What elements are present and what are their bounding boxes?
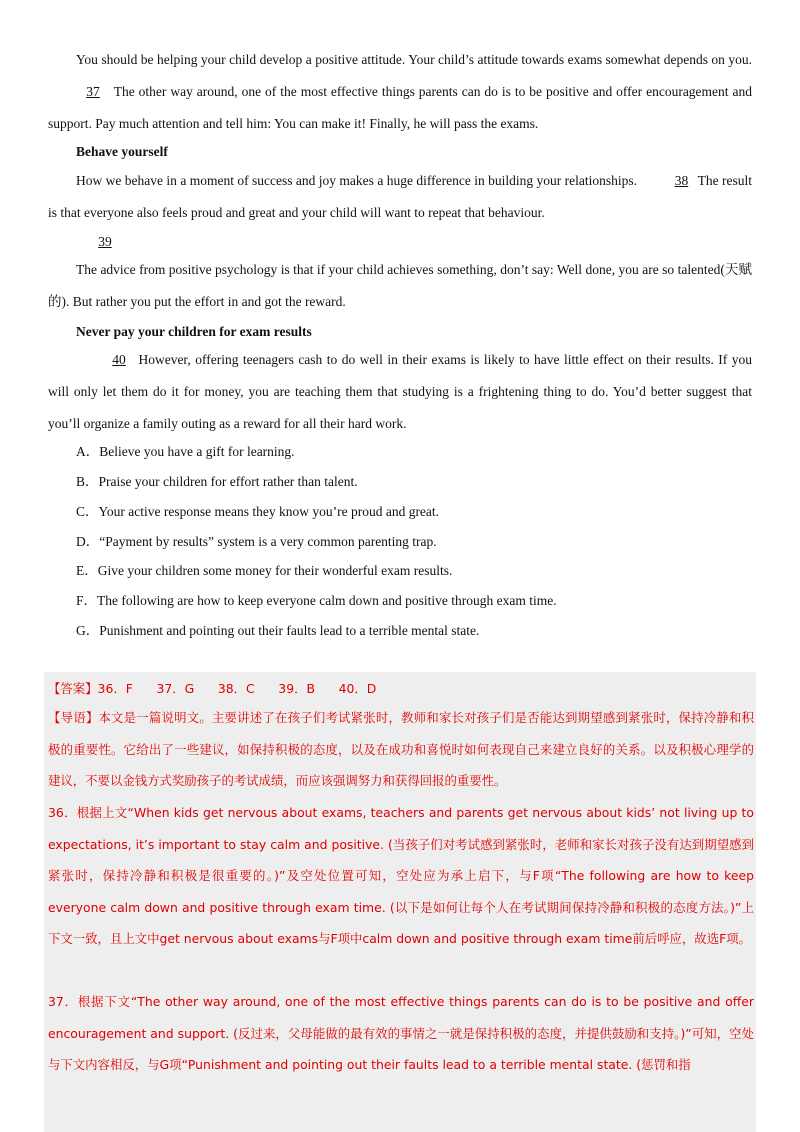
paragraph-text: The result is that everyone also feels proud and great and your child will want to repeat that behaviour.	[48, 173, 752, 220]
paragraph-text: However, offering teenagers cash to do well in their exams is likely to have little effect on their results. If you will only let them do it for money, you are teaching them that studying is a frightening thing to do. You’d better suggest that you’ll organize a family outing as a reward for all their hard work.	[48, 352, 752, 431]
option-e: E．Give your children some money for their wonderful exam results.	[76, 563, 453, 578]
paragraph-40	[48, 344, 752, 440]
blank-40: 40	[112, 352, 126, 367]
paragraph-39: The advice from positive psychology is that if your child achieves something, don’t say: Well done, you are so talented(天赋的). But rather you put the effort in and got the reward.	[48, 262, 752, 309]
option-b: B．Praise your children for effort rather than talent.	[76, 474, 358, 489]
guide-paragraph: 【导语】本文是一篇说明文。主要讲述了在孩子们考试紧张时，教师和家长对孩子们是否能达到期望感到紧张时，保持冷静和积极的重要性。它给出了一些建议，如保持积极的态度，以及在成功和喜悦时如何表现自己来建立良好的关系。以及积极心理学的建议，不要以金钱方式奖励孩子的考试成绩，而应该强调努力和获得回报的重要性。	[48, 710, 754, 788]
section-heading-never-pay: Never pay your children for exam results	[76, 324, 312, 339]
blank-39: 39	[98, 234, 112, 249]
section-heading-behave: Behave yourself	[76, 144, 168, 159]
option-c: C．Your active response means they know you’re proud and great.	[76, 504, 440, 519]
paragraph-text: The other way around, one of the most effective things parents can do is to be positive and offer encouragement and support. Pay much attention and tell him: You can make it! Finally, he will pass the exams.	[48, 84, 752, 131]
paragraph-text: How we behave in a moment of success and joy makes a huge difference in building your relationships.	[76, 173, 641, 188]
option-a: A．Believe you have a gift for learning.	[76, 444, 295, 459]
option-f: F．The following are how to keep everyone calm down and positive through exam time.	[76, 593, 557, 608]
blank-39-line	[84, 232, 788, 252]
option-g: G．Punishment and pointing out their faults lead to a terrible mental state.	[76, 623, 480, 638]
explanation-36: 36．根据上文“When kids get nervous about exams, teachers and parents get nervous about kids’ not living up to expectations, it’s important to stay calm and positive. (当孩子们对考试感到紧张时，老师和家长对孩子没有达到期望感到紧张时，保持冷静和积极是很重要的。)”及空处位置可知，空处应为承上启下，与F项“The following are how to keep everyone calm down and positive through exam time. (以下是如何让每个人在考试期间保持冷静和积极的态度方法。)”上下文一致，且上文中get nervous about exams与F项中calm down and positive through exam time前后呼应，故选F项。	[48, 805, 754, 946]
paragraph-37	[48, 44, 752, 140]
blank-38: 38	[674, 173, 689, 188]
paragraph-text: You should be helping your child develop a positive attitude. Your child’s attitude towards exams somewhat depends on you.	[76, 52, 752, 67]
explanation-37: 37．根据下文“The other way around, one of the most effective things parents can do is to be positive and offer encouragement and support. (反过来，父母能做的最有效的事情之一就是保持积极的态度，并提供鼓励和支持。)”可知，空处与下文内容相反，与G项“Punishment and pointing out their faults lead to a terrible mental state. (惩罚和指	[48, 994, 754, 1072]
option-d: D．“Payment by results” system is a very common parenting trap.	[76, 534, 437, 549]
paragraph-38	[48, 165, 752, 229]
answer-key: 【答案】36．F 37．G 38．C 39．B 40．D	[48, 681, 377, 696]
blank-37: 37	[86, 84, 100, 99]
